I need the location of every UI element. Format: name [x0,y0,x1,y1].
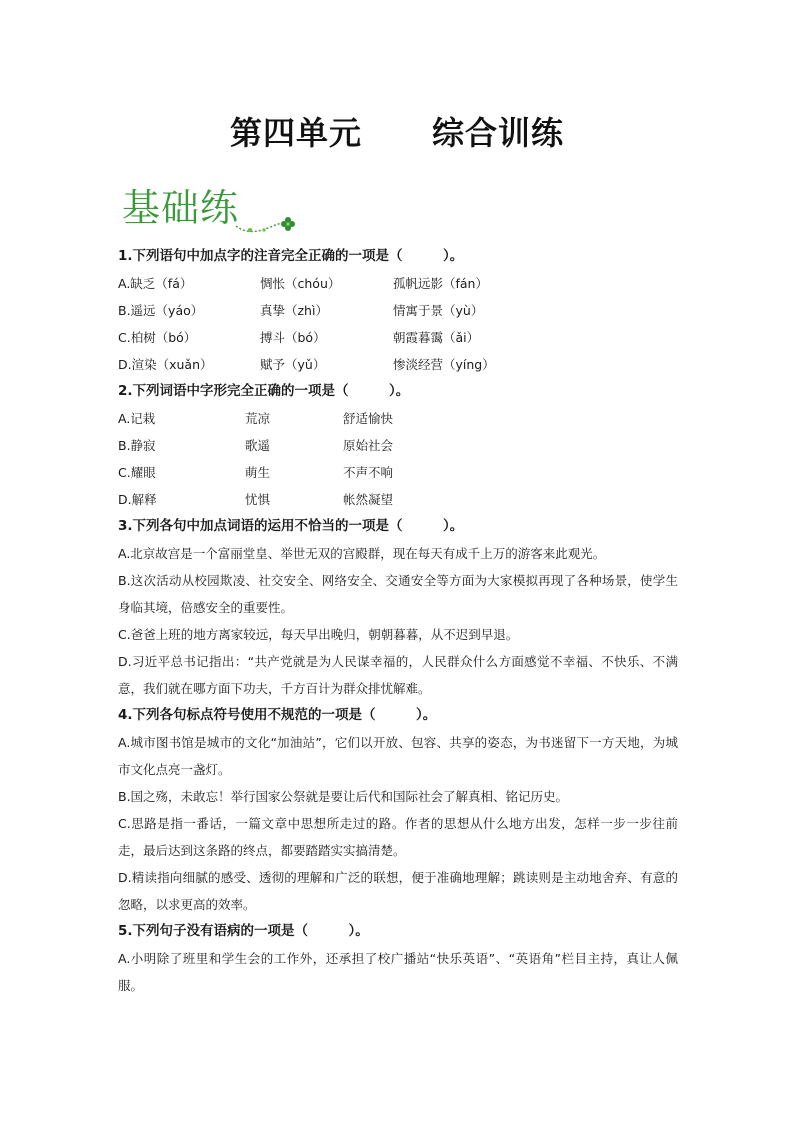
question-4-option-b: B.国之殇，未敢忘！举行国家公祭就是要让后代和国际社会了解真相、铭记历史。 [118,789,569,804]
question-1-stem: 1.下列语句中加点字的注音完全正确的一项是（ ）。 [118,248,464,264]
question-2-stem: 2.下列词语中字形完全正确的一项是（ ）。 [118,383,410,399]
title-unit: 第四单元 [229,114,362,152]
option-item: D.渲染（xuǎn） [118,357,213,372]
question-2-option-c [118,459,678,486]
question-4-stem: 4.下列各句标点符号使用不规范的一项是（ ）。 [118,707,437,723]
section-label: 基础练 [122,186,240,230]
option-item: A.记栽 [118,411,156,426]
option-item: D.解释 [118,492,157,507]
question-1-option-d [118,351,678,378]
question-4-option-a: A.城市图书馆是城市的文化“加油站”，它们以开放、包容、共享的姿态，为书迷留下一方天地，为城市文化点亮一盏灯。 [118,735,678,777]
question-3-stem: 3.下列各句中加点词语的运用不恰当的一项是（ ）。 [118,518,464,534]
option-item: 朝霞暮霭（ǎi） [393,330,480,345]
option-item: 帐然凝望 [343,492,394,507]
option-item: 萌生 [245,465,271,480]
questions [118,243,678,999]
option-item: 忧惧 [245,492,271,507]
question-2-option-b [118,432,678,459]
question-1-option-b [118,297,678,324]
vine-decoration-icon [118,208,298,238]
option-item: 搏斗（bó） [260,330,326,345]
question-1-option-a [118,270,678,297]
question-1-option-c [118,324,678,351]
page-title [0,108,794,154]
question-3-option-b: B.这次活动从校园欺凌、社交安全、网络安全、交通安全等方面为大家模拟再现了各种场景，使学生身临其境，倍感安全的重要性。 [118,573,678,615]
option-item: 惨淡经营（yíng） [393,357,495,372]
option-item: 惆怅（chóu） [260,276,341,291]
option-item: B.静寂 [118,438,156,453]
option-item: 情寓于景（yù） [393,303,484,318]
option-item: 真挚（zhì） [260,303,328,318]
option-item: 不声不响 [343,465,394,480]
question-2-option-d [118,486,678,513]
question-5-stem: 5.下列句子没有语病的一项是（ ）。 [118,923,369,939]
option-item: A.缺乏（fá） [118,276,193,291]
question-4-option-c: C.思路是指一番话，一篇文章中思想所走过的路。作者的思想从什么地方出发，怎样一步一步往前走，最后达到这条路的终点，都要踏踏实实搞清楚。 [118,816,678,858]
question-5-option-a: A.小明除了班里和学生会的工作外，还承担了校广播站“快乐英语”、“英语角”栏目主持，真让人佩服。 [118,951,678,993]
option-item: B.遥远（yáo） [118,303,204,318]
option-item: 原始社会 [343,438,394,453]
question-4-option-d: D.精读指向细腻的感受、透彻的理解和广泛的联想，便于准确地理解；跳读则是主动地舍弃、有意的忽略，以求更高的效率。 [118,870,678,912]
title-subject: 综合训练 [432,114,565,152]
option-item: C.柏树（bó） [118,330,197,345]
question-3-option-a: A.北京故宫是一个富丽堂皇、举世无双的宫殿群，现在每天有成千上万的游客来此观光。 [118,546,606,561]
option-item: 歌遥 [245,438,271,453]
question-3-option-d: D.习近平总书记指出：“共产党就是为人民谋幸福的，人民群众什么方面感觉不幸福、不快乐、不满意，我们就在哪方面下功夫，千方百计为群众排忧解难。 [118,654,678,696]
option-item: 舒适愉快 [343,411,394,426]
option-item: 荒凉 [245,411,271,426]
option-item: 孤帆远影（fán） [393,276,488,291]
question-3-option-c: C.爸爸上班的地方离家较远，每天早出晚归，朝朝暮暮，从不迟到早退。 [118,627,519,642]
option-item: C.耀眼 [118,465,156,480]
question-2-option-a [118,405,678,432]
option-item: 赋予（yǔ） [260,357,326,372]
